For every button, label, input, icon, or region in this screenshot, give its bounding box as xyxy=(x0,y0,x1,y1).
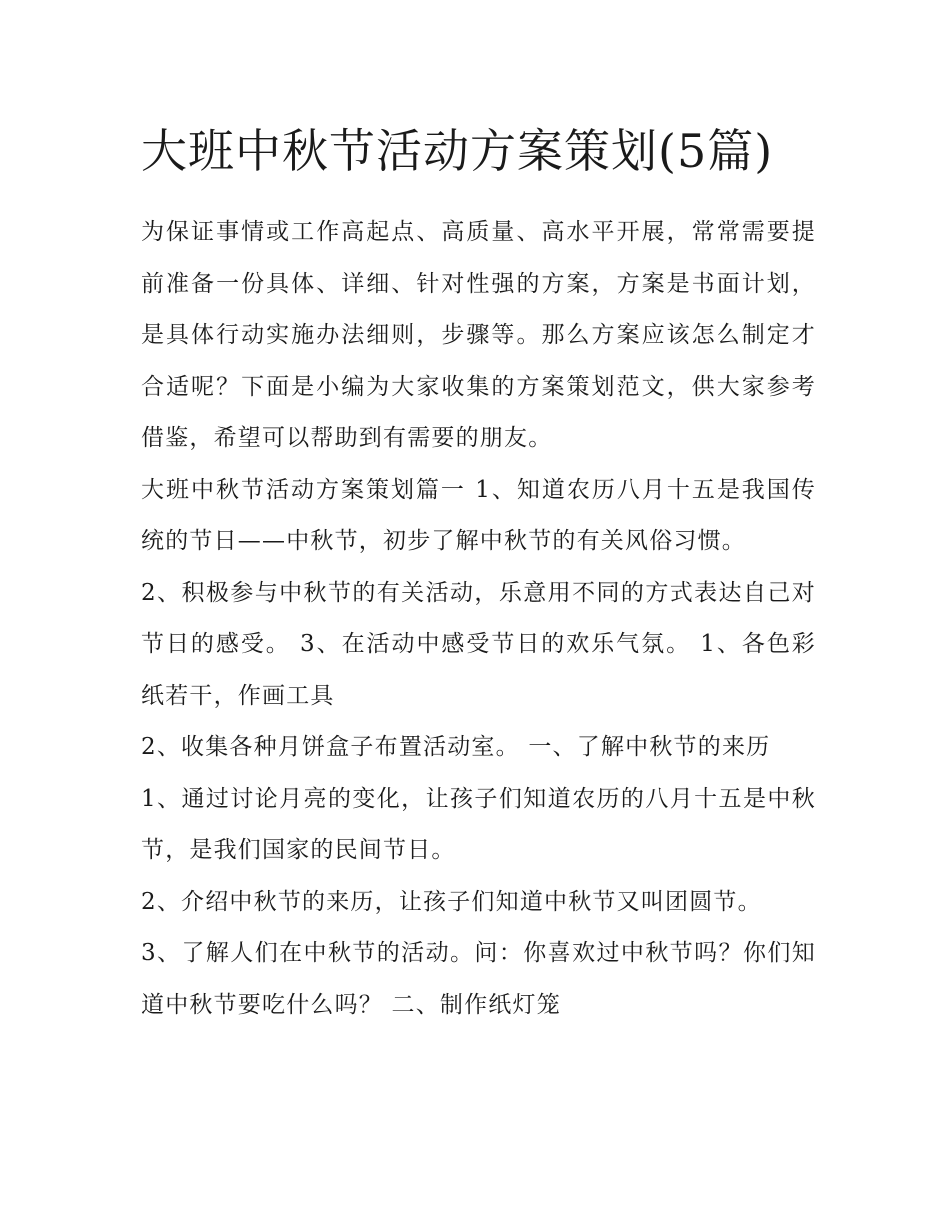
body-paragraph: 大班中秋节活动方案策划篇一 1、知道农历八月十五是我国传统的节日——中秋节，初步了解中秋节的有关风俗习惯。 xyxy=(141,476,816,554)
body-paragraph: 2、积极参与中秋节的有关活动，乐意用不同的方式表达自己对节日的感受。 3、在活动中感受节日的欢乐气氛。 1、各色彩纸若干，作画工具 xyxy=(141,579,816,709)
body-paragraph: 1、通过讨论月亮的变化，让孩子们知道农历的八月十五是中秋节，是我们国家的民间节日。 xyxy=(141,785,816,863)
document-title: 大班中秋节活动方案策划(5篇) xyxy=(141,124,774,178)
document-body xyxy=(141,112,816,1031)
body-paragraph: 2、收集各种月饼盒子布置活动室。 一、了解中秋节的来历 xyxy=(141,734,771,760)
body-paragraph: 2、介绍中秋节的来历，让孩子们知道中秋节又叫团圆节。 xyxy=(141,888,762,915)
body-paragraph: 3、了解人们在中秋节的活动。问：你喜欢过中秋节吗？你们知道中秋节要吃什么吗？ 二、制作纸灯笼 xyxy=(141,940,816,1018)
intro-paragraph: 为保证事情或工作高起点、高质量、高水平开展，常常需要提前准备一份具体、详细、针对性强的方案，方案是书面计划，是具体行动实施办法细则，步骤等。那么方案应该怎么制定才合适呢？下面是小编为大家收集的方案策划范文，供大家参考借鉴，希望可以帮助到有需要的朋友。 xyxy=(141,219,816,451)
